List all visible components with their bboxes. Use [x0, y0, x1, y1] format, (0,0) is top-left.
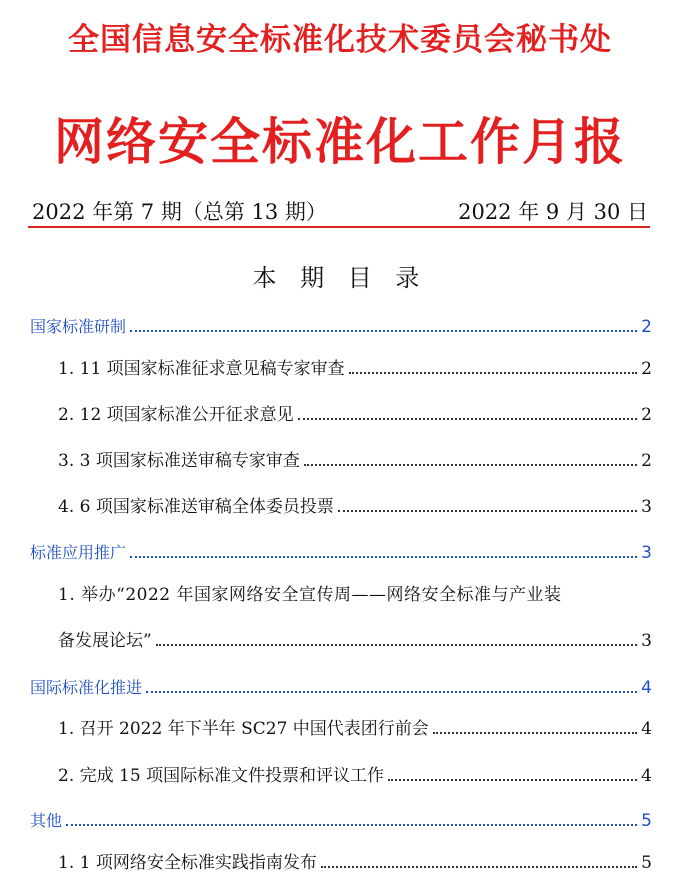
dot-leader: [156, 644, 637, 646]
page-number: 4: [641, 678, 652, 698]
dot-leader: [146, 691, 637, 693]
report-title: 网络安全标准化工作月报: [54, 112, 626, 171]
page-number: 4: [641, 766, 652, 786]
toc-section-national-standards[interactable]: 国家标准研制 2: [30, 317, 652, 337]
page-number: 2: [641, 451, 652, 471]
page-number: 5: [641, 853, 652, 873]
toc-section-other[interactable]: 其他 5: [30, 811, 652, 831]
org-title: 全国信息安全标准化技术委员会秘书处: [68, 22, 612, 58]
page-number: 4: [641, 719, 652, 739]
page-number: 3: [641, 543, 652, 563]
page-number: 5: [641, 811, 652, 831]
dot-leader: [388, 779, 637, 781]
red-divider: [28, 226, 650, 228]
dot-leader: [66, 824, 637, 826]
dot-leader: [304, 464, 637, 466]
page-number: 3: [641, 631, 652, 651]
toc-item[interactable]: 3. 3 项国家标准送审稿专家审查 2: [58, 451, 652, 471]
toc-section-international-standards[interactable]: 国际标准化推进 4: [30, 678, 652, 698]
toc-item[interactable]: 4. 6 项国家标准送审稿全体委员投票 3: [58, 497, 652, 517]
toc-item[interactable]: 2. 12 项国家标准公开征求意见 2: [58, 405, 652, 425]
toc-section-standard-application[interactable]: 标准应用推广 3: [30, 543, 652, 563]
page-number: 2: [641, 317, 652, 337]
toc-item[interactable]: 1. 11 项国家标准征求意见稿专家审查 2: [58, 359, 652, 379]
page-number: 2: [641, 359, 652, 379]
page-number: 3: [641, 497, 652, 517]
toc-item-line-1[interactable]: 1. 举办“2022 年国家网络安全宣传周——网络安全标准与产业装: [58, 585, 562, 605]
dot-leader: [433, 732, 637, 734]
toc-item[interactable]: 备发展论坛” 3: [58, 631, 652, 651]
dot-leader: [298, 418, 638, 420]
issue-date: 2022 年 9 月 30 日: [458, 200, 648, 224]
page-number: 2: [641, 405, 652, 425]
toc-item[interactable]: 1. 1 项网络安全标准实践指南发布 5: [58, 853, 652, 873]
issue-number: 2022 年第 7 期（总第 13 期）: [32, 200, 327, 224]
dot-leader: [130, 556, 637, 558]
toc-heading: 本 期 目 录: [252, 264, 428, 292]
toc-item[interactable]: 2. 完成 15 项国际标准文件投票和评议工作 4: [58, 766, 652, 786]
toc-item[interactable]: 1. 召开 2022 年下半年 SC27 中国代表团行前会 4: [58, 719, 652, 739]
dot-leader: [338, 510, 637, 512]
dot-leader: [130, 330, 637, 332]
dot-leader: [349, 372, 638, 374]
dot-leader: [321, 866, 637, 868]
